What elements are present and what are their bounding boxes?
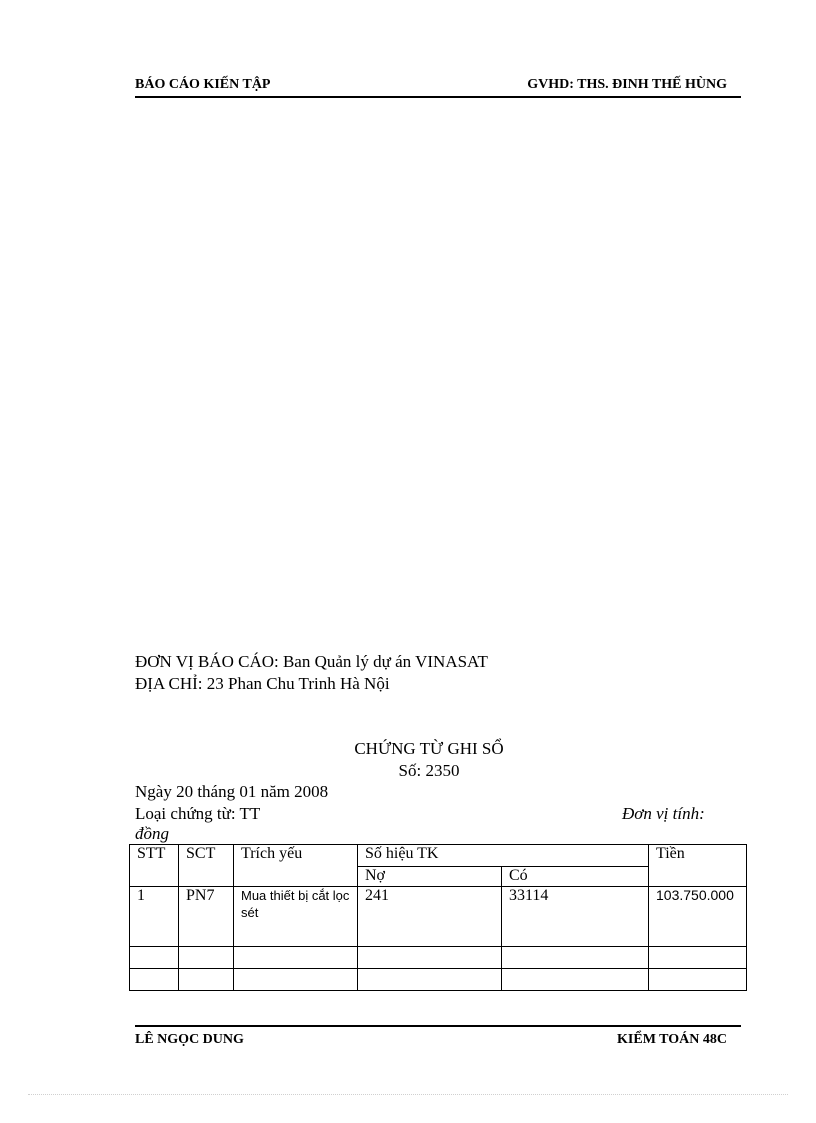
voucher-title: CHỨNG TỪ GHI SỔ (354, 739, 504, 758)
voucher-date: Ngày 20 tháng 01 năm 2008 (135, 782, 329, 801)
voucher-table (129, 844, 747, 991)
table-header-row (130, 845, 747, 867)
cell-debit: 241 (358, 887, 502, 947)
table-row-empty (130, 947, 747, 969)
col-credit: Có (502, 867, 649, 887)
cell-summary: Mua thiết bị cắt lọc sét (234, 887, 358, 947)
cell-amount: 103.750.000 (649, 887, 747, 947)
voucher-number: Số: 2350 (398, 761, 460, 780)
page-header (135, 77, 741, 98)
voucher-type: Loại chứng từ: TT (135, 804, 261, 823)
cell-sct: PN7 (179, 887, 234, 947)
table-row-empty (130, 969, 747, 991)
cell-stt: 1 (130, 887, 179, 947)
header-left: BÁO CÁO KIẾN TẬP (135, 77, 271, 92)
footer-left: LÊ NGỌC DUNG (135, 1032, 244, 1047)
page-footer (135, 1025, 741, 1049)
col-sct: SCT (179, 845, 234, 887)
page-edge-divider (28, 1094, 788, 1095)
col-account: Số hiệu TK (358, 845, 649, 867)
cell-credit: 33114 (502, 887, 649, 947)
unit-value: đồng (135, 824, 169, 843)
table-row (130, 887, 747, 947)
col-debit: Nợ (358, 867, 502, 887)
unit-address: ĐỊA CHỈ: 23 Phan Chu Trinh Hà Nội (135, 674, 390, 693)
reporting-unit: ĐƠN VỊ BÁO CÁO: Ban Quản lý dự án VINASAT (135, 652, 488, 671)
unit-label: Đơn vị tính: (622, 804, 705, 823)
col-stt: STT (130, 845, 179, 887)
col-amount: Tiền (649, 845, 747, 887)
header-right: GVHD: THS. ĐINH THẾ HÙNG (527, 77, 727, 92)
footer-right: KIỂM TOÁN 48C (617, 1032, 727, 1047)
col-summary: Trích yếu (234, 845, 358, 887)
